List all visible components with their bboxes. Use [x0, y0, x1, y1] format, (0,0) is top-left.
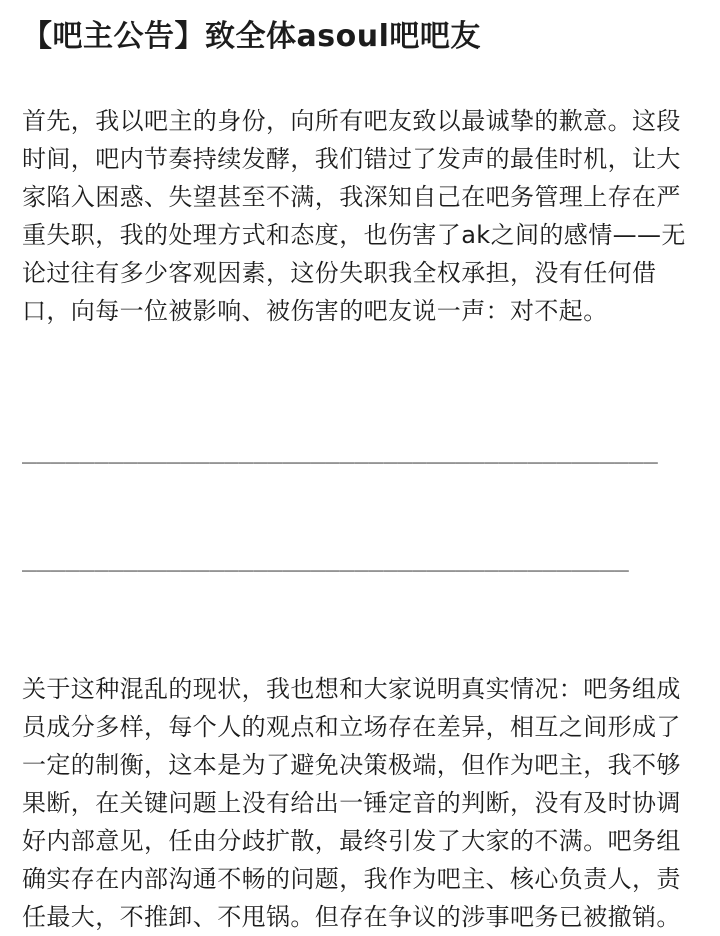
divider-line: ____________________________________________: [22, 436, 658, 464]
text-divider: [22, 360, 702, 648]
post-body: [22, 0, 702, 936]
divider-line: __________________________________________: [22, 544, 629, 572]
paragraph-apology: 首先，我以吧主的身份，向所有吧友致以最诚挚的歉意。这段时间，吧内节奏持续发酵，我们错过了发声的最佳时机，让大家陷入困惑、失望甚至不满，我深知自己在吧务管理上存在严重失职，我的处理方式和态度，也伤害了ak之间的感情——无论过往有多少客观因素，这份失职我全权承担，没有任何借口，向每一位被影响、被伤害的吧友说一声：对不起。: [22, 107, 686, 325]
post-title: 【吧主公告】致全体asoul吧吧友: [22, 19, 481, 54]
paragraph-explanation: 关于这种混乱的现状，我也想和大家说明真实情况：吧务组成员成分多样，每个人的观点和立场存在差异，相互之间形成了一定的制衡，这本是为了避免决策极端，但作为吧主，我不够果断，在关键问题上没有给出一锤定音的判断，没有及时协调好内部意见，任由分歧扩散，最终引发了大家的不满。吧务组确实存在内部沟通不畅的问题，我作为吧主、核心负责人，责任最大，不推卸、不甩锅。但存在争议的涉事吧务已被撤销。: [22, 675, 681, 931]
